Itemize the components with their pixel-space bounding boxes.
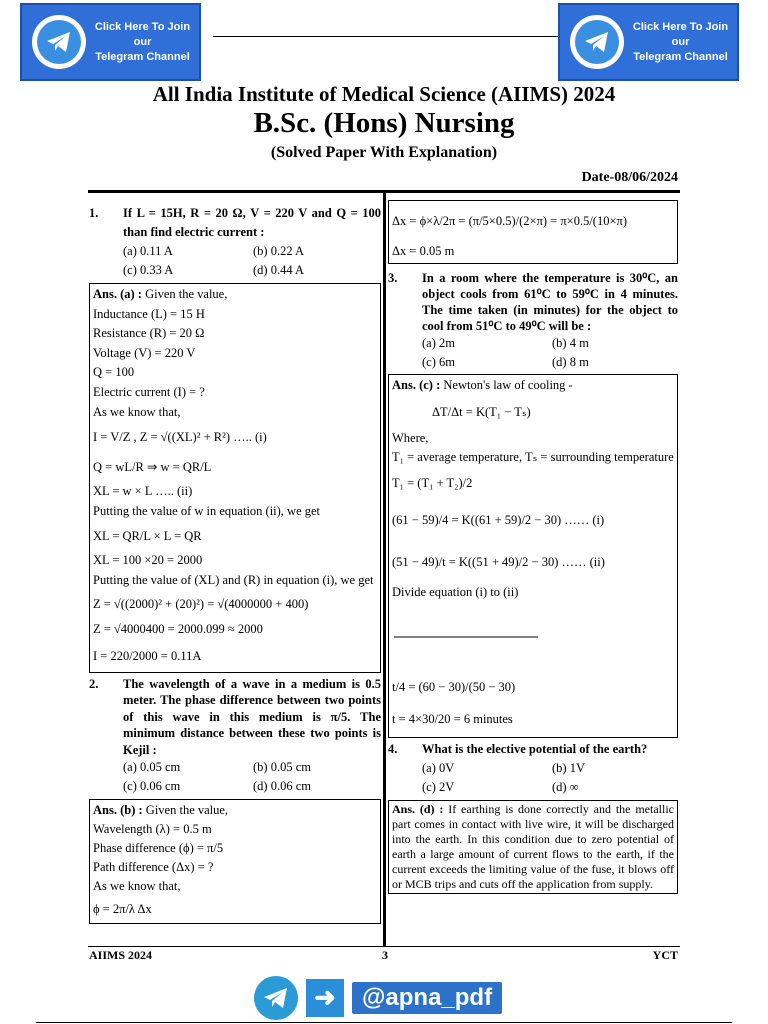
telegram-banner-left[interactable] <box>20 3 201 81</box>
equation: Δx = 0.05 m <box>392 244 455 258</box>
page-number: 3 <box>382 948 388 962</box>
course-title: B.Sc. (Hons) Nursing <box>253 107 515 139</box>
solution-line: Putting the value of w in equation (ii), we get <box>93 503 321 518</box>
banner-line2: Telegram Channel <box>95 50 190 63</box>
option-c: (c) 0.06 cm <box>123 779 181 794</box>
bottom-rule <box>36 1022 732 1023</box>
solution-line: Divide equation (i) to (ii) <box>392 585 519 599</box>
solution-line: Where, <box>392 431 429 445</box>
answer-label: Ans. (b) : <box>93 803 143 818</box>
answer-box-2 <box>89 799 381 924</box>
option-c: (c) 2V <box>422 780 455 794</box>
solution-line: Inductance (L) = 15 H <box>93 306 205 321</box>
option-d: (d) 8 m <box>552 355 589 369</box>
equation: Q = wL/R ⇒ w = QR/L <box>93 460 212 475</box>
option-a: (a) 0.05 cm <box>123 760 181 775</box>
equation: Z = √4000400 = 2000.099 ≈ 2000 <box>93 621 263 636</box>
equation: t = 4×30/20 = 6 minutes <box>392 712 513 726</box>
option-b: (b) 1V <box>552 761 585 775</box>
options <box>388 759 678 797</box>
footer-left: AIIMS 2024 <box>89 948 153 962</box>
options <box>89 242 381 280</box>
answer-text: If earthing is done correctly and the metallic part comes in contact with live wire, it will be discharged into the earth. In this condition due to zero potential of earth a large amount of current flows to the earth, if the current exceeds the limiting value of the fuse, it blows off or MCB trips and cuts off the application from supply. <box>392 802 674 891</box>
channel-logo[interactable] <box>254 976 502 1020</box>
answer-intro: Given the value, <box>145 287 228 301</box>
answer-label: Ans. (d) : <box>392 802 444 816</box>
question-text: In a room where the temperature is 30⁰C, an object cools from 61⁰C to 59⁰C in 4 minutes. The time taken (in minutes) for the object to cool from 51⁰C to 49⁰C will be : <box>422 271 678 333</box>
equation: I = V/Z , Z = √((XL)² + R²) ….. (i) <box>93 430 267 445</box>
question-number: 2. <box>89 676 99 691</box>
solution-line: Phase difference (ϕ) = π/5 <box>93 841 224 856</box>
options <box>89 758 381 796</box>
answer-label: Ans. (c) : <box>392 378 441 392</box>
question-text: What is the elective potential of the earth? <box>422 742 648 756</box>
question-number: 4. <box>388 742 398 756</box>
telegram-icon <box>32 15 86 69</box>
option-b: (b) 0.05 cm <box>253 760 311 775</box>
solution-line: Q = 100 <box>93 365 135 380</box>
solution-line: Voltage (V) = 220 V <box>93 345 196 360</box>
equation: XL = QR/L × L = QR <box>93 529 202 544</box>
equation: T₁ = (T₁ + T₂)/2 <box>392 476 473 490</box>
arrow-right-icon: ➜ <box>306 979 344 1017</box>
right-column <box>388 200 678 894</box>
option-a: (a) 0V <box>422 761 455 775</box>
equation: (61 − 59)/4 = K((61 + 59)/2 − 30) …… (i) <box>392 513 605 527</box>
option-c: (c) 0.33 A <box>123 263 174 277</box>
option-b: (b) 0.22 A <box>253 244 305 258</box>
footer-rule <box>88 946 680 947</box>
answer-box-3 <box>388 374 678 738</box>
question-text: If L = 15H, R = 20 Ω, V = 220 V and Q = 100 than find electric current : <box>123 206 381 239</box>
answer-box-4 <box>388 800 678 894</box>
option-d: (d) 0.06 cm <box>253 779 311 794</box>
exam-date: Date-08/06/2024 <box>581 170 678 185</box>
question-1 <box>89 204 381 242</box>
equation: Δx = ϕ×λ/2π = (π/5×0.5)/(2×π) = π×0.5/(10×π) <box>392 214 627 228</box>
top-rule <box>213 36 558 37</box>
footer-right: YCT <box>652 948 678 962</box>
equation: I = 220/2000 = 0.11A <box>93 648 202 663</box>
question-text: The wavelength of a wave in a medium is 0.5 meter. The phase difference between two points of this wave in this medium is π/5. The minimum distance between these two points is Kejil : <box>123 676 381 757</box>
banner-line1: Click Here To Join our <box>632 20 729 48</box>
option-d: (d) 0.44 A <box>253 263 305 277</box>
answer-label: Ans. (a) : <box>93 287 142 301</box>
answer-intro: Given the value, <box>145 803 229 818</box>
answer-box-2-continued <box>388 200 678 264</box>
banner-line2: Telegram Channel <box>633 50 728 63</box>
telegram-icon <box>570 15 624 69</box>
option-a: (a) 2m <box>422 336 455 350</box>
equation: ΔT/Δt = K(T₁ − Tₛ) <box>432 405 531 419</box>
question-4 <box>388 740 678 759</box>
solution-line: As we know that, <box>93 404 181 419</box>
equation: ϕ = 2π/λ Δx <box>93 902 152 917</box>
answer-intro: Newton's law of cooling - <box>443 378 573 392</box>
column-divider <box>383 193 386 946</box>
solution-line: Electric current (I) = ? <box>93 384 205 399</box>
question-number: 1. <box>89 206 99 220</box>
option-b: (b) 4 m <box>552 336 589 350</box>
channel-handle: @apna_pdf <box>352 982 502 1014</box>
solution-line: XL = 100 ×20 = 2000 <box>93 553 203 568</box>
question-number: 3. <box>388 271 398 285</box>
solution-line: Putting the value of (XL) and (R) in equation (i), we get <box>93 572 374 587</box>
fraction-graphic <box>392 604 542 670</box>
option-d: (d) ∞ <box>552 780 579 794</box>
option-a: (a) 0.11 A <box>123 244 173 258</box>
question-3 <box>388 270 678 334</box>
institute-title: All India Institute of Medical Science (AIIMS) 2024 <box>152 82 616 106</box>
banner-line1: Click Here To Join our <box>94 20 191 48</box>
answer-box-1 <box>89 283 381 673</box>
telegram-icon <box>254 976 298 1020</box>
solution-line: Resistance (R) = 20 Ω <box>93 326 205 341</box>
paper-subtitle: (Solved Paper With Explanation) <box>270 144 498 161</box>
question-2 <box>89 676 381 759</box>
division-equation <box>392 602 674 672</box>
telegram-banner-right[interactable] <box>558 3 739 81</box>
solution-line: Path difference (Δx) = ? <box>93 860 214 875</box>
equation: t/4 = (60 − 30)/(50 − 30) <box>392 680 516 694</box>
solution-line: T₁ = average temperature, Tₛ = surrounding temperature <box>392 450 674 464</box>
solution-line: Wavelength (λ) = 0.5 m <box>93 822 212 837</box>
left-column <box>89 204 381 924</box>
option-c: (c) 6m <box>422 355 455 369</box>
options <box>388 334 678 372</box>
solution-line: As we know that, <box>93 879 181 894</box>
equation: (51 − 49)/t = K((51 + 49)/2 − 30) …… (ii) <box>392 555 605 569</box>
equation: Z = √((2000)² + (20)²) = √(4000000 + 400) <box>93 596 309 611</box>
solution-line: XL = w × L ….. (ii) <box>93 484 193 499</box>
